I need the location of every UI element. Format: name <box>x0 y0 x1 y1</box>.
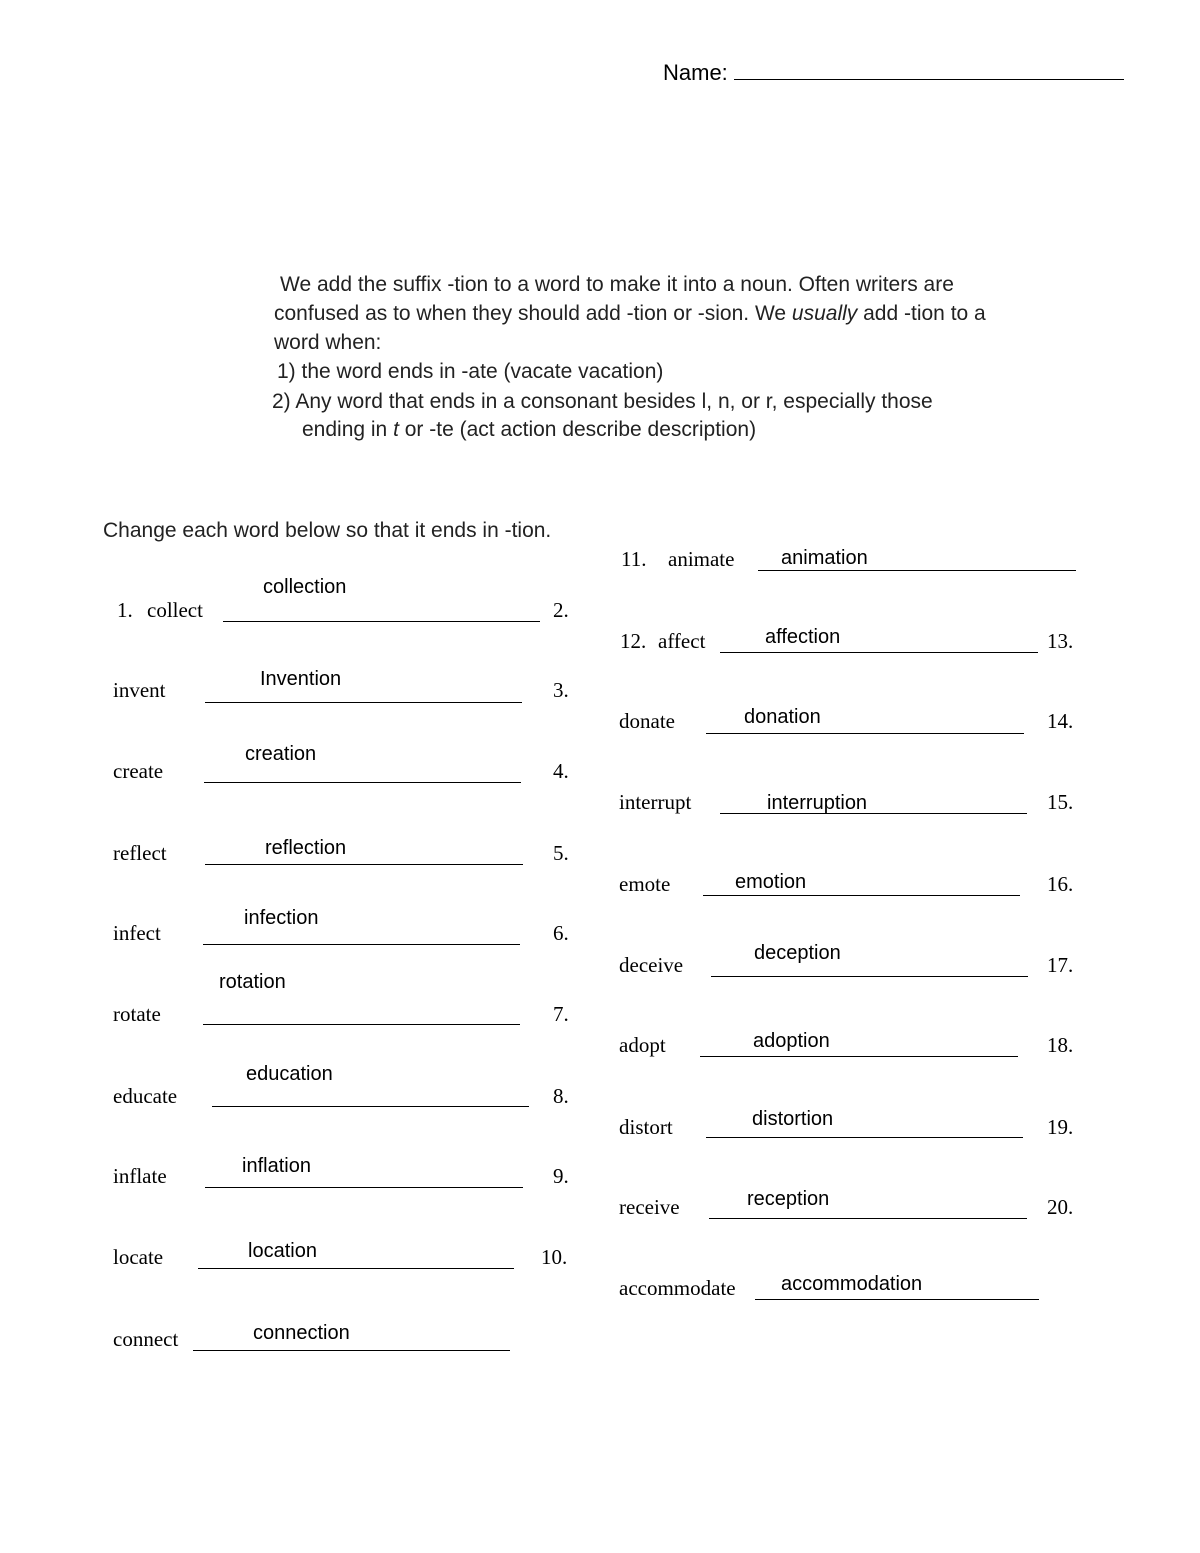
item-number: 5. <box>553 841 569 865</box>
answer-text[interactable]: donation <box>744 706 821 728</box>
answer-text[interactable]: adoption <box>753 1030 830 1052</box>
answer-text[interactable]: education <box>246 1063 333 1085</box>
answer-text[interactable]: inflation <box>242 1155 311 1177</box>
answer-line[interactable] <box>720 813 1027 814</box>
item-number: 2. <box>553 598 569 622</box>
item-word: animate <box>668 547 735 571</box>
item-number: 3. <box>553 678 569 702</box>
answer-line[interactable] <box>203 1024 520 1025</box>
answer-text[interactable]: creation <box>245 743 317 765</box>
item-number: 6. <box>553 921 569 945</box>
answer-line[interactable] <box>709 1218 1027 1219</box>
item-number: 4. <box>553 759 569 783</box>
item-word: educate <box>113 1084 178 1108</box>
answer-line[interactable] <box>203 944 520 945</box>
item-number: 14. <box>1047 709 1074 733</box>
rule-2-continued <box>302 418 756 442</box>
item-word: reflect <box>113 841 167 865</box>
intro-line-2 <box>274 302 986 326</box>
answer-line[interactable] <box>204 782 521 783</box>
answer-line[interactable] <box>755 1299 1039 1300</box>
answer-text[interactable]: Invention <box>260 668 342 690</box>
intro-line-1: We add the suffix -tion to a word to make it into a noun. Often writers are <box>280 273 954 296</box>
item-number: 1. <box>117 598 133 622</box>
item-number: 12. <box>620 629 647 653</box>
answer-line[interactable] <box>193 1350 510 1351</box>
rule-1: 1) the word ends in -ate (vacate vacation) <box>277 360 664 383</box>
item-number: 8. <box>553 1084 569 1108</box>
item-word: locate <box>113 1245 164 1269</box>
item-number: 16. <box>1047 872 1074 896</box>
item-number: 20. <box>1047 1195 1074 1219</box>
answer-text[interactable]: reception <box>747 1188 830 1210</box>
item-number: 9. <box>553 1164 569 1188</box>
item-word: affect <box>658 629 706 653</box>
item-number: 18. <box>1047 1033 1074 1057</box>
item-number: 19. <box>1047 1115 1074 1139</box>
answer-text[interactable]: accommodation <box>781 1273 923 1295</box>
item-word: collect <box>147 598 203 622</box>
name-field[interactable] <box>663 60 1124 86</box>
item-word: distort <box>619 1115 673 1139</box>
intro-line-2-b: add -tion to a <box>857 302 986 325</box>
name-line[interactable] <box>734 61 1124 80</box>
item-word: emote <box>619 872 671 896</box>
item-word: donate <box>619 709 675 733</box>
answer-text[interactable]: interruption <box>767 792 868 814</box>
answer-line[interactable] <box>758 570 1076 571</box>
answer-line[interactable] <box>205 1187 523 1188</box>
intro-line-3: word when: <box>274 331 382 354</box>
item-word: receive <box>619 1195 680 1219</box>
answer-text[interactable]: emotion <box>735 871 807 893</box>
answer-line[interactable] <box>205 702 522 703</box>
answer-line[interactable] <box>205 864 523 865</box>
answer-line[interactable] <box>706 733 1024 734</box>
intro-emphasis: usually <box>791 302 858 325</box>
intro-line-2-a: confused as to when they should add -tion or -sion. We <box>274 302 792 325</box>
item-word: interrupt <box>619 790 692 814</box>
item-word: adopt <box>619 1033 666 1057</box>
answer-text[interactable]: affection <box>765 626 841 648</box>
answer-line[interactable] <box>700 1056 1018 1057</box>
answer-text[interactable]: connection <box>253 1322 350 1344</box>
item-number: 7. <box>553 1002 569 1026</box>
answer-line[interactable] <box>706 1137 1023 1138</box>
item-word: invent <box>113 678 166 702</box>
answer-line[interactable] <box>703 895 1020 896</box>
name-label: Name: <box>663 60 728 85</box>
answer-text[interactable]: location <box>248 1240 317 1262</box>
answer-text[interactable]: reflection <box>265 837 347 859</box>
rule-2-continued-post: or -te (act action describe description) <box>398 418 757 441</box>
rule-2-continued-pre: ending in <box>302 418 394 441</box>
item-number: 13. <box>1047 629 1074 653</box>
answer-text[interactable]: collection <box>263 576 347 598</box>
item-word: rotate <box>113 1002 161 1026</box>
answer-line[interactable] <box>711 976 1028 977</box>
answer-text[interactable]: distortion <box>752 1108 834 1130</box>
rule-2: 2) Any word that ends in a consonant besides l, n, or r, especially those <box>272 390 933 413</box>
answer-text[interactable]: deception <box>754 942 841 964</box>
item-word: infect <box>113 921 161 945</box>
answer-line[interactable] <box>223 621 540 622</box>
item-word: connect <box>113 1327 179 1351</box>
instruction: Change each word below so that it ends in -tion. <box>103 519 552 542</box>
item-number: 10. <box>541 1245 568 1269</box>
item-number: 15. <box>1047 790 1074 814</box>
answer-text[interactable]: animation <box>781 547 868 569</box>
item-word: deceive <box>619 953 684 977</box>
item-number: 11. <box>621 547 647 571</box>
item-word: create <box>113 759 164 783</box>
answer-text[interactable]: infection <box>244 907 319 929</box>
answer-line[interactable] <box>212 1106 529 1107</box>
rule-2-emphasis: t <box>393 418 399 441</box>
item-word: inflate <box>113 1164 167 1188</box>
item-word: accommodate <box>619 1276 736 1300</box>
answer-text[interactable]: rotation <box>219 971 286 993</box>
answer-line[interactable] <box>198 1268 514 1269</box>
item-number: 17. <box>1047 953 1074 977</box>
answer-line[interactable] <box>720 652 1038 653</box>
